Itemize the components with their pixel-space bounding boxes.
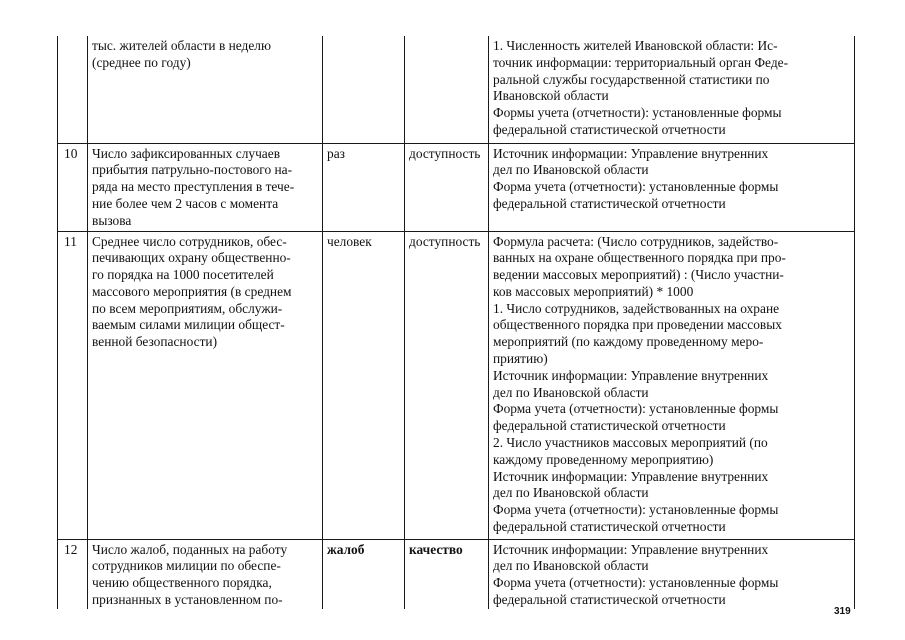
source-cell: [489, 143, 855, 231]
text-line: 1. Число сотрудников, задействованных на охране: [493, 300, 780, 316]
text-line: венной безопасности): [92, 334, 218, 350]
source-cell: [489, 36, 855, 143]
text-line: ряда на место преступления в тече-: [92, 179, 295, 195]
type-cell: доступность: [405, 231, 489, 539]
text-line: Формы учета (отчетности): установленные формы: [493, 105, 782, 121]
text-line: Формула расчета: (Число сотрудников, задейство-: [493, 233, 779, 249]
text-line: (среднее по году): [92, 54, 191, 70]
text-line: 1. Численность жителей Ивановской области: Ис-: [493, 38, 778, 53]
text-line: дел по Ивановской области: [493, 162, 649, 178]
text-line: Среднее число сотрудников, обес-: [92, 233, 287, 249]
text-line: дел по Ивановской области: [493, 384, 649, 400]
text-line: Источник информации: Управление внутренних: [493, 367, 769, 383]
table-row: [58, 143, 855, 231]
text-line: дел по Ивановской области: [493, 558, 649, 574]
table-row: [58, 539, 855, 609]
table-row: [58, 36, 855, 143]
text-line: федеральной статистической отчетности: [493, 418, 726, 434]
text-line: Источник информации: Управление внутренних: [493, 541, 769, 557]
text-line: Форма учета (отчетности): установленные формы: [493, 502, 779, 518]
table-row: [58, 231, 855, 539]
unit-cell: жалоб: [323, 539, 405, 609]
text-line: массового мероприятия (в среднем: [92, 283, 292, 299]
text-line: Ивановской области: [493, 88, 609, 104]
page-number: 319: [834, 606, 851, 617]
unit-cell: человек: [323, 231, 405, 539]
text-line: ральной службы государственной статистики по: [493, 71, 770, 87]
text-line: го порядка на 1000 посетителей: [92, 267, 274, 283]
text-line: Источник информации: Управление внутренних: [493, 145, 769, 161]
text-line: Форма учета (отчетности): установленные формы: [493, 401, 779, 417]
text-line: Число зафиксированных случаев: [92, 145, 281, 161]
text-line: каждому проведенному мероприятию): [493, 451, 714, 467]
row-number-cell: 11: [58, 231, 88, 539]
text-line: ваемым силами милиции общест-: [92, 317, 285, 333]
text-line: дел по Ивановской области: [493, 485, 649, 501]
text-line: ванных на охране общественного порядка при про-: [493, 250, 786, 266]
text-line: сотрудников милиции по обеспе-: [92, 558, 281, 574]
row-number-cell: [58, 36, 88, 143]
text-line: 2. Число участников массовых мероприятий (по: [493, 435, 768, 451]
text-line: ведении массовых мероприятий) : (Число участни-: [493, 267, 784, 283]
source-cell: [489, 539, 855, 609]
text-line: ков массовых мероприятий) * 1000: [493, 283, 694, 299]
text-line: по всем мероприятиям, обслужи-: [92, 300, 283, 316]
text-line: тыс. жителей области в неделю: [92, 38, 271, 53]
text-line: общественного порядка при проведении массовых: [493, 317, 782, 333]
indicator-name-cell: [88, 143, 323, 231]
indicators-table: [57, 36, 855, 609]
type-cell: [405, 36, 489, 143]
text-line: прибытия патрульно-постового на-: [92, 162, 293, 178]
type-cell: доступность: [405, 143, 489, 231]
text-line: мероприятий (по каждому проведенному меро-: [493, 334, 764, 350]
source-cell: [489, 231, 855, 539]
text-line: федеральной статистической отчетности: [493, 591, 726, 607]
text-line: приятию): [493, 351, 548, 367]
text-line: федеральной статистической отчетности: [493, 195, 726, 211]
text-line: федеральной статистической отчетности: [493, 519, 726, 535]
text-line: Форма учета (отчетности): установленные формы: [493, 575, 779, 591]
indicator-name-cell: [88, 539, 323, 609]
indicator-name-cell: [88, 231, 323, 539]
text-line: чению общественного порядка,: [92, 575, 272, 591]
unit-cell: раз: [323, 143, 405, 231]
text-line: признанных в установленном по-: [92, 591, 283, 607]
indicator-name-cell: [88, 36, 323, 143]
text-line: федеральной статистической отчетности: [493, 121, 726, 137]
row-number-cell: 12: [58, 539, 88, 609]
text-line: вызова: [92, 212, 132, 228]
text-line: ние более чем 2 часов с момента: [92, 195, 279, 211]
text-line: Форма учета (отчетности): установленные формы: [493, 179, 779, 195]
type-cell: качество: [405, 539, 489, 609]
text-line: Источник информации: Управление внутренних: [493, 468, 769, 484]
row-number-cell: 10: [58, 143, 88, 231]
text-line: Число жалоб, поданных на работу: [92, 541, 288, 557]
unit-cell: [323, 36, 405, 143]
text-line: точник информации: территориальный орган Феде-: [493, 54, 789, 70]
text-line: печивающих охрану общественно-: [92, 250, 291, 266]
